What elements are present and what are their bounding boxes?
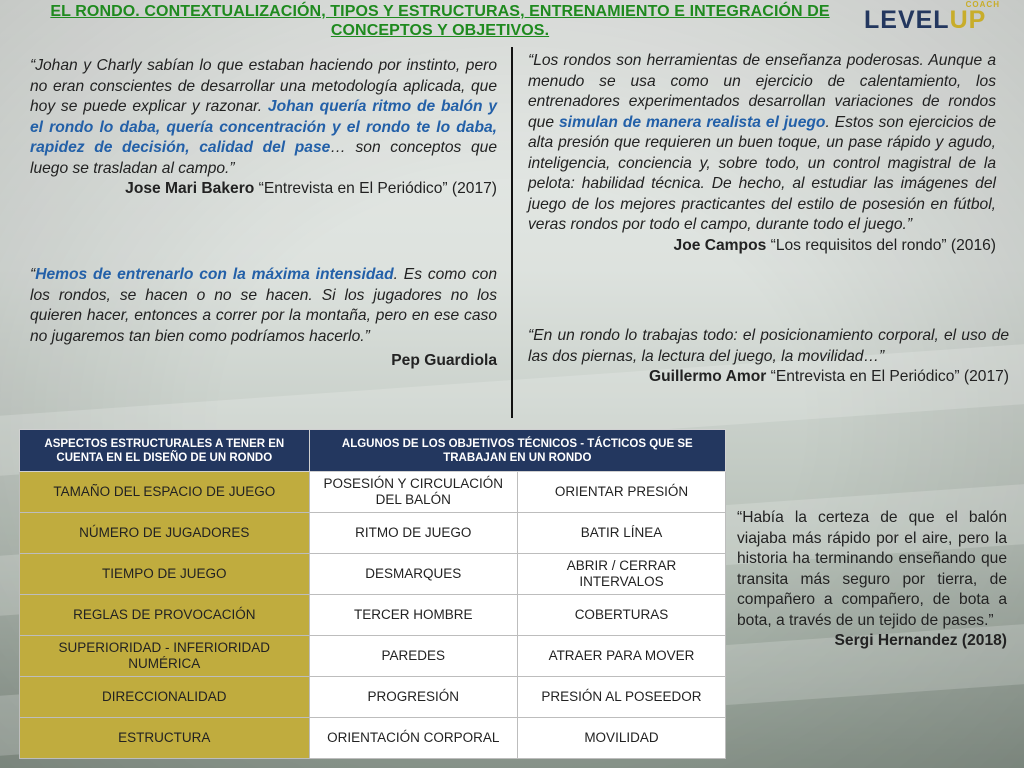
quote-amor-attribution — [528, 367, 1009, 388]
table-row — [20, 554, 726, 595]
quote-guardiola-author: Pep Guardiola — [391, 352, 497, 369]
quote-guardiola-attribution — [30, 351, 497, 372]
table-row — [20, 677, 726, 718]
table-cell-objective: PRESIÓN AL POSEEDOR — [517, 677, 725, 718]
logo-coach: COACH — [965, 0, 1000, 9]
table-cell-aspect: ESTRUCTURA — [20, 718, 310, 759]
quote-campos-source: “Los requisitos del rondo” (2016) — [770, 236, 996, 254]
quote-bakero-attribution — [30, 179, 497, 200]
table-cell-objective: COBERTURAS — [517, 595, 725, 636]
table-cell-aspect: NÚMERO DE JUGADORES — [20, 513, 310, 554]
table-cell-aspect: SUPERIORIDAD - INFERIORIDAD NUMÉRICA — [20, 636, 310, 677]
quote-amor-author: Guillermo Amor — [649, 368, 767, 385]
rondo-aspects-table — [19, 429, 726, 759]
table-row — [20, 595, 726, 636]
quote-guardiola — [30, 265, 497, 372]
table-row — [20, 472, 726, 513]
table-cell-aspect: REGLAS DE PROVOCACIÓN — [20, 595, 310, 636]
table-cell-objective: ATRAER PARA MOVER — [517, 636, 725, 677]
table-cell-objective: TERCER HOMBRE — [309, 595, 517, 636]
quote-bakero-post: … son conceptos que luego se trasladan al campo.” — [30, 139, 497, 177]
table-cell-objective: ABRIR / CERRAR INTERVALOS — [517, 554, 725, 595]
table-cell-objective: BATIR LÍNEA — [517, 513, 725, 554]
quote-campos-author: Joe Campos — [673, 236, 767, 254]
table-cell-objective: PROGRESIÓN — [309, 677, 517, 718]
table-cell-objective: ORIENTAR PRESIÓN — [517, 472, 725, 513]
quote-bakero — [30, 56, 497, 200]
table-cell-aspect: DIRECCIONALIDAD — [20, 677, 310, 718]
quote-bakero-author: Jose Mari Bakero — [125, 180, 255, 197]
quote-bakero-pre: “Johan y Charly sabían lo que estaban haciendo por instinto, pero no eran conscientes de desarrollar una metodología aplicada, que hoy se puede explicar y razonar. — [30, 57, 497, 115]
quote-campos — [528, 51, 996, 256]
quote-amor-text: “En un rondo lo trabajas todo: el posicionamiento corporal, el uso de las dos piernas, la lectura del juego, la movilidad…” — [528, 327, 1009, 365]
quote-guardiola-pre: “ — [30, 266, 36, 283]
table-cell-objective: RITMO DE JUEGO — [309, 513, 517, 554]
quote-hernandez-attribution — [737, 631, 1007, 652]
page-title: EL RONDO. CONTEXTUALIZACIÓN, TIPOS Y ESTRUCTURAS, ENTRENAMIENTO E INTEGRACIÓN DE CONCEPTOS Y OBJETIVOS. — [50, 3, 830, 39]
quote-amor-source: “Entrevista en El Periódico” (2017) — [770, 368, 1009, 385]
quote-guardiola-highlight: Hemos de entrenarlo con la máxima intensidad — [35, 266, 394, 283]
table-header-structural: ASPECTOS ESTRUCTURALES A TENER EN CUENTA EN EL DISEÑO DE UN RONDO — [20, 430, 310, 472]
quote-campos-highlight: simulan de manera realista el juego — [558, 113, 826, 131]
quote-guardiola-post: . Es como con los rondos, se hacen o no se hacen. Si los jugadores no los quieren hacer, entonces a correr por la montaña, pero en ese caso no jugaremos tan bien como podríamos hacerlo.” — [30, 266, 497, 345]
quote-hernandez — [737, 508, 1007, 652]
table-cell-aspect: TIEMPO DE JUEGO — [20, 554, 310, 595]
quote-bakero-source: “Entrevista en El Periódico” (2017) — [258, 180, 497, 197]
quote-campos-post: . Estos son ejercicios de alta presión que requieren un buen toque, un pase rápido y agudo, inteligencia, conciencia y, sobre todo, un control magistral de la pelota: habilidad técnica. De hecho, al estudiar las imágenes del juego de los mejores practicantes del estilo de posesión en fútbol, veras rondos por todo el campo, durante todo el juego.” — [528, 113, 996, 233]
quote-amor — [528, 326, 1009, 388]
levelup-logo — [864, 0, 1004, 40]
table-cell-objective: MOVILIDAD — [517, 718, 725, 759]
logo-up: UP — [949, 6, 987, 34]
table-cell-objective: DESMARQUES — [309, 554, 517, 595]
table-row — [20, 513, 726, 554]
table-cell-aspect: TAMAÑO DEL ESPACIO DE JUEGO — [20, 472, 310, 513]
quote-hernandez-text: “Había la certeza de que el balón viajaba más rápido por el aire, pero la historia ha terminando enseñando que transita más seguro por tierra, de compañero a compañero, de bota a bota, a través de un tejido de pases.” — [737, 509, 1007, 629]
table-header-objectives: ALGUNOS DE LOS OBJETIVOS TÉCNICOS - TÁCTICOS QUE SE TRABAJAN EN UN RONDO — [309, 430, 725, 472]
table-cell-objective: POSESIÓN Y CIRCULACIÓN DEL BALÓN — [309, 472, 517, 513]
column-divider — [511, 47, 513, 418]
quote-campos-pre: “Los rondos son herramientas de enseñanza poderosas. Aunque a menudo se usa como un ejercicio de calentamiento, los entrenadores experimentados desarrollan variaciones de rondos que — [528, 52, 996, 131]
table-row — [20, 718, 726, 759]
quote-campos-attribution — [528, 236, 996, 257]
quote-hernandez-author: Sergi Hernandez (2018) — [834, 632, 1007, 649]
quote-bakero-highlight: Johan quería ritmo de balón y el rondo lo daba, quería concentración y el rondo te lo daba, rapidez de decisión, calidad del pase — [30, 98, 497, 156]
table-cell-objective: PAREDES — [309, 636, 517, 677]
table-cell-objective: ORIENTACIÓN CORPORAL — [309, 718, 517, 759]
table-header-row — [20, 430, 726, 472]
logo-level: LEVEL — [864, 6, 950, 34]
table-row — [20, 636, 726, 677]
